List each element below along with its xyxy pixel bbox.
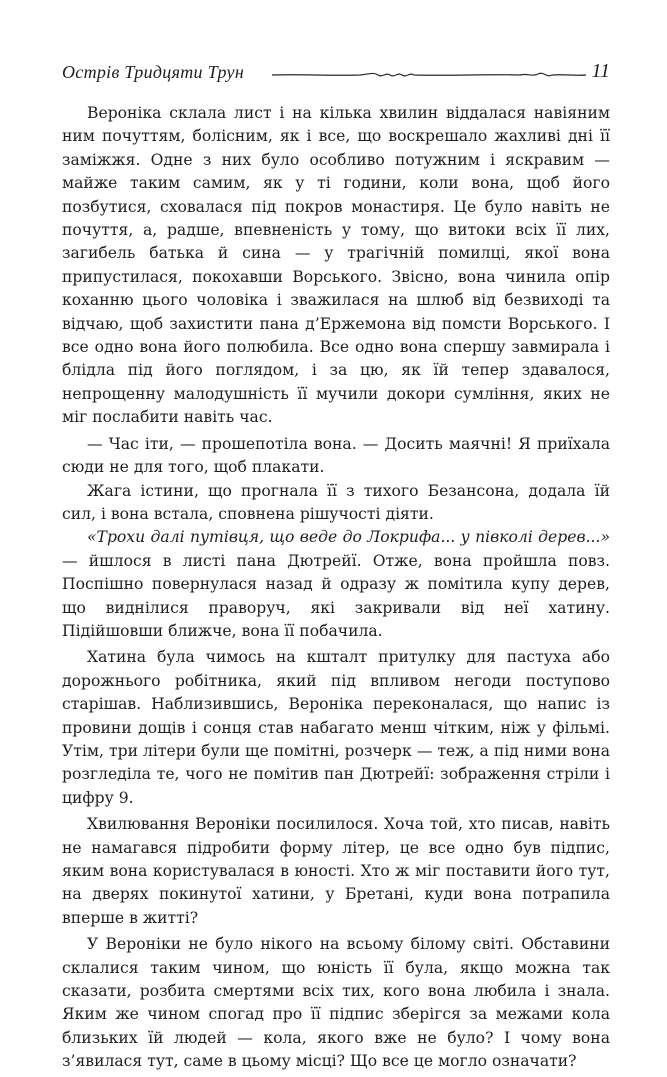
book-title: Острів Тридцяти Трун: [62, 62, 245, 82]
ornament-flourish: [270, 68, 588, 82]
paragraph: Хатина була чимось на кшталт притулку для пастуха або дорожнього робітника, який під впливом негоди поступово старішав. Наблизившись, Вероніка переконалася, що напис із провини дощів і сонця став набагато менш чітким, ніж у фільмі. Утім, три літери були ще помітні, розчерк — теж, а під ними вона розгледіла те, чого не помітив пан Дютрейї: зображення стріли і цифру 9.: [62, 648, 610, 807]
paragraph: [62, 526, 610, 643]
paragraph: Вероніка склала лист і на кілька хвилин віддалася навіяним ним почуттям, болісним, як і все, що воскрешало жахливі дні її заміжжя. Одне з них було особливо потужним і яскравим — майже таким самим, як у ті години, коли вона, щоб його позбутися, сховалася під покров монастиря. Це було навіть не почуття, а, радше, впевненість у тому, що витоки всіх її лих, загибель батька й сина — у трагічній помилці, якої вона припустилася, покохавши Ворського. Звісно, вона чинила опір коханню цього чоловіка і зважилася на шлюб від безвиході та відчаю, щоб захистити пана д’Ержемона від помсти Ворського. І все одно вона його полюбила. Все одно вона спершу завмирала і блідла під його поглядом, і за цю, як їй тепер здавалося, непрощенну малодушність її мучили докори сумління, яких не міг послабити навіть час.: [62, 104, 610, 427]
body-text: [62, 102, 610, 1077]
paragraph: — Час іти, — прошепотіла вона. — Досить маячні! Я приїхала сюди не для того, щоб плакати.: [62, 434, 610, 477]
paragraph-text: — йшлося в листі пана Дютрейї. Отже, вона пройшла повз. Поспішно повернулася назад й одразу ж помітила купу дерев, що виднілися праворуч, які закривали від неї хатину. Підійшовши ближче, вона її побачила.: [62, 551, 610, 640]
letter-quote: «Трохи далі путівця, що веде до Локрифа... у півколі дерев...»: [87, 528, 610, 547]
page-number: 11: [591, 60, 610, 82]
running-header: [62, 58, 610, 94]
paragraph: Хвилювання Вероніки посилилося. Хоча той, хто писав, навіть не намагався підробити форму літер, це все одно був підпис, яким вона користувалася в юності. Хто ж міг поставити його тут, на дверях покинутої хатини, у Бретані, куди вона потрапила вперше в житті?: [62, 815, 610, 927]
paragraph: Жага істини, що прогнала її з тихого Безансона, додала їй сил, і вона встала, сповнена рішучості діяти.: [62, 481, 610, 523]
paragraph: У Вероніки не було нікого на всьому білому світі. Обставини склалися таким чином, що юність її була, якщо можна так сказати, розбита смертями всіх тих, кого вона любила і знала. Яким же чином спогад про її підпис зберігся за межами кола близьких їй людей — кола, якого вже не було? І чому вона з’явилася тут, саме в цьому місці? Що все це могло означати?: [62, 935, 610, 1071]
